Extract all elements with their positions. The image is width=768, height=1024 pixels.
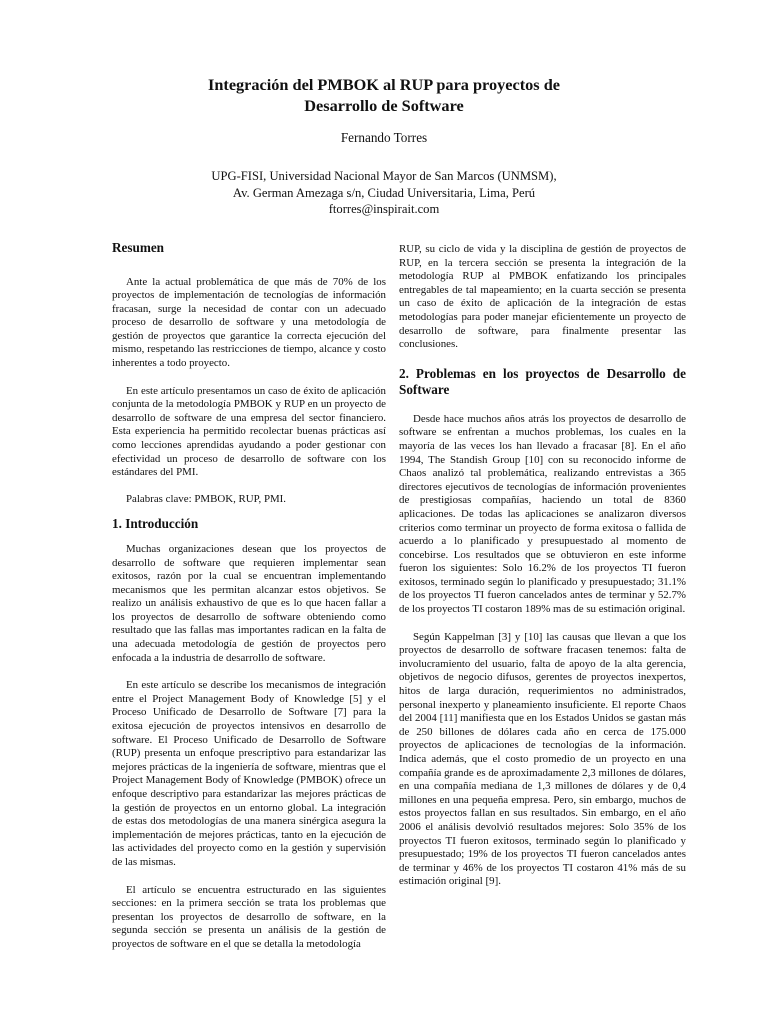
section-1-heading: 1. Introducción (112, 516, 199, 532)
title-line-2: Desarrollo de Software (304, 96, 464, 115)
right-column (399, 243, 686, 889)
abstract-paragraph-2: En este artículo presentamos un caso de éxito de aplicación conjunta de la metodología PMBOK y RUP en un proyecto de desarrollo de software de una empresa del sector financiero. Esta experiencia ha permitido recolectar buenas prácticas así como lecciones aprendidas ayudando a poder gestionar con efectividad un proceso de desarrollo de software con los estándares del PMI. (112, 384, 386, 479)
paper-title (0, 74, 768, 116)
author-name: Fernando Torres (340, 130, 428, 145)
section-2-heading: 2. Problemas en los proyectos de Desarrollo de Software (399, 365, 686, 398)
section-1-paragraph-3-continued: RUP, su ciclo de vida y la disciplina de gestión de proyectos de RUP, en la tercera sección se presenta la integración de la metodología RUP al PMBOK enfatizando los principales entregables de tal mapeamiento; en la cuarta sección se presenta un caso de éxito de aplicación de la integración de estas metodologías para poder manejar eficientemente un proyecto de desarrollo de software, para finalmente presentar las conclusiones. (399, 243, 686, 351)
affiliation-line-2: Av. German Amezaga s/n, Ciudad Universitaria, Lima, Perú (232, 185, 536, 200)
section-1-paragraph-2: En este artículo se describe los mecanismos de integración entre el Project Management Body of Knowledge [5] y el Proceso Unificado de Desarrollo de Software [7] para la exitosa ejecución de proyectos intensivos en desarrollo de software. El Proceso Unificado de Desarrollo de Software (RUP) presenta un enfoque prescriptivo para estandarizar las mejores prácticas de la ingeniería de software, mientras que el Project Management Body of Knowledge (PMBOK) ofrece un enfoque descriptivo para estandarizar las mejores prácticas de la gestión de proyectos en un entorno global. La integración de estas dos metodologías de una manera sinérgica asegura la implementación de mejores prácticas, tanto en la ejecución de las actividades del proyecto como en la gestión y supervisión de las mismas. (112, 679, 386, 868)
abstract-paragraph-1: Ante la actual problemática de que más de 70% de los proyectos de implementación de tecnologías de información fracasan, surge la necesidad de contar con un adecuado proceso de desarrollo de software y una metodología de gestión de proyectos que garantice la correcta ejecución del mismo, respetando las restricciones de tiempo, alcance y costo inherentes a todo proyecto. (112, 275, 386, 370)
title-line-1: Integración del PMBOK al RUP para proyectos de (208, 75, 560, 94)
affiliation (0, 168, 768, 218)
author-email: ftorres@inspirait.com (328, 202, 440, 216)
section-2-paragraph-1: Desde hace muchos años atrás los proyectos de desarrollo de software se enfrentan a muchos problemas, los cuales en la mayoría de las veces los han llevado a fracasar [8]. En el año 1994, The Standish Group [10] con su reconocido informe de Chaos analizó tal problemática, realizando entrevistas a 365 directores ejecutivos de tecnologías de información provenientes de prestigiosas compañías, haciendo un total de 8360 aplicaciones. De todas las aplicaciones se analizaron diversos criterios como terminar un proyecto de forma exitosa o fallida de acuerdo a lo planificado y presupuestado al momento de concebirse. Los resultados que se obtuvieron en este informe fueron los siguientes: Solo 16.2% de los proyectos TI fueron exitosos, terminado según lo planificado y presupuestado; 31.1% de los proyectos TI fueron cancelados antes de terminar y 52.7% de los proyectos TI costaron 189% mas de su estimación original. (399, 412, 686, 616)
keywords: Palabras clave: PMBOK, RUP, PMI. (126, 492, 287, 505)
abstract-heading: Resumen (112, 240, 165, 255)
section-2-paragraph-2: Según Kappelman [3] y [10] las causas que llevan a que los proyectos de desarrollo de software fracasen tenemos: falta de involucramiento del usuario, falta de apoyo de la alta gerencia, objetivos de negocio difusos, gerentes de proyectos inexpertos, hitos de larga duración, requerimientos no administrados, personal inexperto y planeamiento insuficiente. El reporte Chaos del 2004 [11] manifiesta que en los Estados Unidos se gastan más de 250 billones de dólares cada año en cerca de 175.000 proyectos de aplicaciones de tecnologías de la información. Indica además, que el costo promedio de un proyecto en una compañía grande es de aproximadamente 2,3 millones de dólares, en una compañía mediana de 1,3 millones de dólares y de 0,4 millones en una pequeña empresa. Pero, sin embargo, muchos de estos proyectos fallan en sus resultados. Sin embargo, en el año 2006 el análisis devolvió resultados mejores: Solo 35% de los proyectos TI fueron exitosos, terminado según lo planificado y presupuestado; 19% de los proyectos TI fueron cancelados antes de terminar y 46% de los proyectos TI costaron 41% más de su estimación original [9]. (399, 630, 686, 888)
left-column (112, 240, 386, 952)
section-1-paragraph-1: Muchas organizaciones desean que los proyectos de desarrollo de software que requieren implementar sean exitosos, razón por la cual se encuentran implementando mecanismos que les permitan alcanzar estos objetivos. Se realizo un análisis exhaustivo de que es lo que hacen fallar a los proyectos de desarrollo de software obteniendo como resultado que las fallas mas importantes radican en la falta de una adecuada metodología de gestión de proyectos pero enfocada a la industria de desarrollo de software. (112, 542, 386, 664)
section-1-paragraph-3: El artículo se encuentra estructurado en las siguientes secciones: en la primera sección se trata los problemas que presentan los proyectos de desarrollo de software, en la segunda sección se presenta un análisis de la gestión de proyectos de software en el que se detalla la metodología (112, 883, 386, 950)
affiliation-line-1: UPG-FISI, Universidad Nacional Mayor de San Marcos (UNMSM), (211, 169, 557, 183)
